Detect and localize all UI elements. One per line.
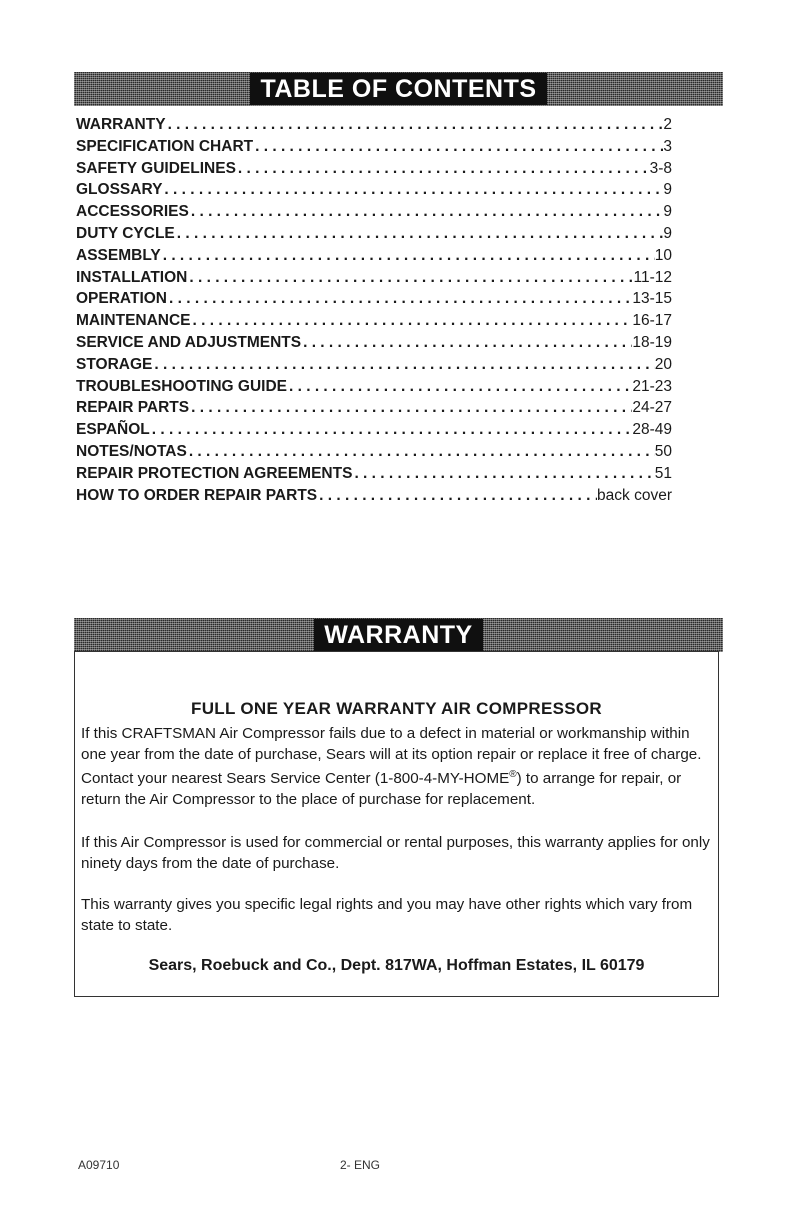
toc-entry-page: 20 [654, 355, 672, 373]
toc-entry [76, 269, 672, 291]
toc-entry [76, 203, 672, 225]
toc-entry-title: NOTES/NOTAS [76, 442, 187, 460]
warranty-paragraph [81, 724, 714, 810]
toc-entry-title: STORAGE [76, 355, 153, 373]
toc-entry-page: 10 [654, 246, 672, 264]
toc-leader [187, 269, 633, 287]
toc-leader [162, 181, 663, 199]
toc-entry [76, 138, 672, 160]
toc-entry [76, 443, 672, 465]
footer-code: A09710 [78, 1158, 120, 1172]
registered-mark: ® [509, 769, 517, 781]
toc-entry-page: 9 [663, 224, 672, 242]
toc-leader [187, 443, 655, 461]
toc-banner [74, 72, 723, 106]
toc-leader [167, 290, 632, 308]
toc-entry [76, 378, 672, 400]
toc-entry-title: SPECIFICATION CHART [76, 137, 254, 155]
toc-entry-title: GLOSSARY [76, 181, 163, 199]
warranty-text: If this CRAFTSMAN Air Compressor fails due to a defect in material or workmanship within one year from the date of purchase, Sears will at its option repair or replace it free of charge. Contact your nearest Sears Service Center (1-800-4-MY-HOME [81, 725, 702, 788]
toc-entry-page: 16-17 [632, 312, 672, 330]
warranty-banner-title: WARRANTY [314, 619, 482, 651]
toc-leader [352, 465, 654, 483]
toc-entry-page: 11-12 [633, 268, 672, 286]
toc-entry [76, 290, 672, 312]
toc-leader [317, 487, 597, 505]
toc-entry-title: TROUBLESHOOTING GUIDE [76, 377, 287, 395]
toc-entry-title: ESPAÑOL [76, 421, 150, 439]
toc-entry-page: 9 [663, 181, 672, 199]
warranty-paragraph: This warranty gives you specific legal rights and you may have other rights which vary from state to state. [81, 896, 693, 934]
toc-entry [76, 487, 672, 509]
toc-entry-page: 3-8 [649, 159, 672, 177]
toc-entry-title: WARRANTY [76, 116, 166, 133]
toc-entry-title: ACCESSORIES [76, 203, 189, 221]
toc-leader [287, 378, 632, 396]
warranty-paragraph: If this Air Compressor is used for commercial or rental purposes, this warranty applies for only ninety days from the date of purchase. [81, 834, 710, 872]
toc-entry-page: back cover [597, 486, 672, 504]
toc-entry-title: MAINTENANCE [76, 312, 191, 330]
toc-entry-title: OPERATION [76, 290, 167, 308]
toc-entry-page: 24-27 [632, 399, 672, 417]
toc-entry [76, 312, 672, 334]
toc-entry-title: ASSEMBLY [76, 246, 161, 264]
toc-leader [191, 312, 633, 330]
warranty-heading: FULL ONE YEAR WARRANTY AIR COMPRESSOR [191, 699, 602, 718]
toc-leader [175, 225, 664, 243]
toc-entry [76, 160, 672, 182]
toc-entry-title: HOW TO ORDER REPAIR PARTS [76, 486, 318, 504]
toc-entry-title: REPAIR PROTECTION AGREEMENTS [76, 464, 353, 482]
toc-entry [76, 356, 672, 378]
toc-list [76, 116, 672, 508]
toc-leader [189, 203, 664, 221]
toc-entry-title: SAFETY GUIDELINES [76, 159, 236, 177]
toc-entry-page: 2 [663, 116, 672, 133]
toc-leader [161, 247, 655, 265]
toc-entry-page: 50 [654, 442, 672, 460]
toc-entry-page: 18-19 [632, 333, 672, 351]
toc-entry-title: REPAIR PARTS [76, 399, 190, 417]
toc-entry [76, 181, 672, 203]
toc-entry-page: 9 [663, 203, 672, 221]
toc-entry [76, 116, 672, 138]
toc-leader [253, 138, 663, 156]
warranty-banner [74, 618, 723, 652]
toc-leader [152, 356, 654, 374]
toc-leader [150, 421, 633, 439]
warranty-text: ) to arrange for repair, or return the Air Compressor to the place of purchase for replacement. [81, 770, 682, 808]
toc-entry-page: 21-23 [632, 377, 672, 395]
toc-entry [76, 334, 672, 356]
toc-entry [76, 421, 672, 443]
toc-entry-page: 3 [663, 137, 672, 155]
toc-leader [189, 399, 632, 417]
warranty-box [74, 651, 719, 997]
toc-entry-title: SERVICE AND ADJUSTMENTS [76, 333, 302, 351]
toc-entry [76, 399, 672, 421]
toc-entry-page: 13-15 [632, 290, 672, 308]
toc-entry [76, 465, 672, 487]
toc-entry [76, 247, 672, 269]
toc-entry-title: INSTALLATION [76, 268, 188, 286]
toc-entry-page: 28-49 [632, 421, 672, 439]
toc-banner-title: TABLE OF CONTENTS [250, 73, 546, 105]
toc-leader [166, 116, 664, 134]
warranty-address: Sears, Roebuck and Co., Dept. 817WA, Hoffman Estates, IL 60179 [148, 957, 645, 974]
toc-entry [76, 225, 672, 247]
toc-entry-page: 51 [654, 464, 672, 482]
toc-entry-title: DUTY CYCLE [76, 224, 175, 242]
toc-leader [301, 334, 632, 352]
toc-leader [236, 160, 650, 178]
footer-page-number: 2- ENG [340, 1158, 381, 1172]
